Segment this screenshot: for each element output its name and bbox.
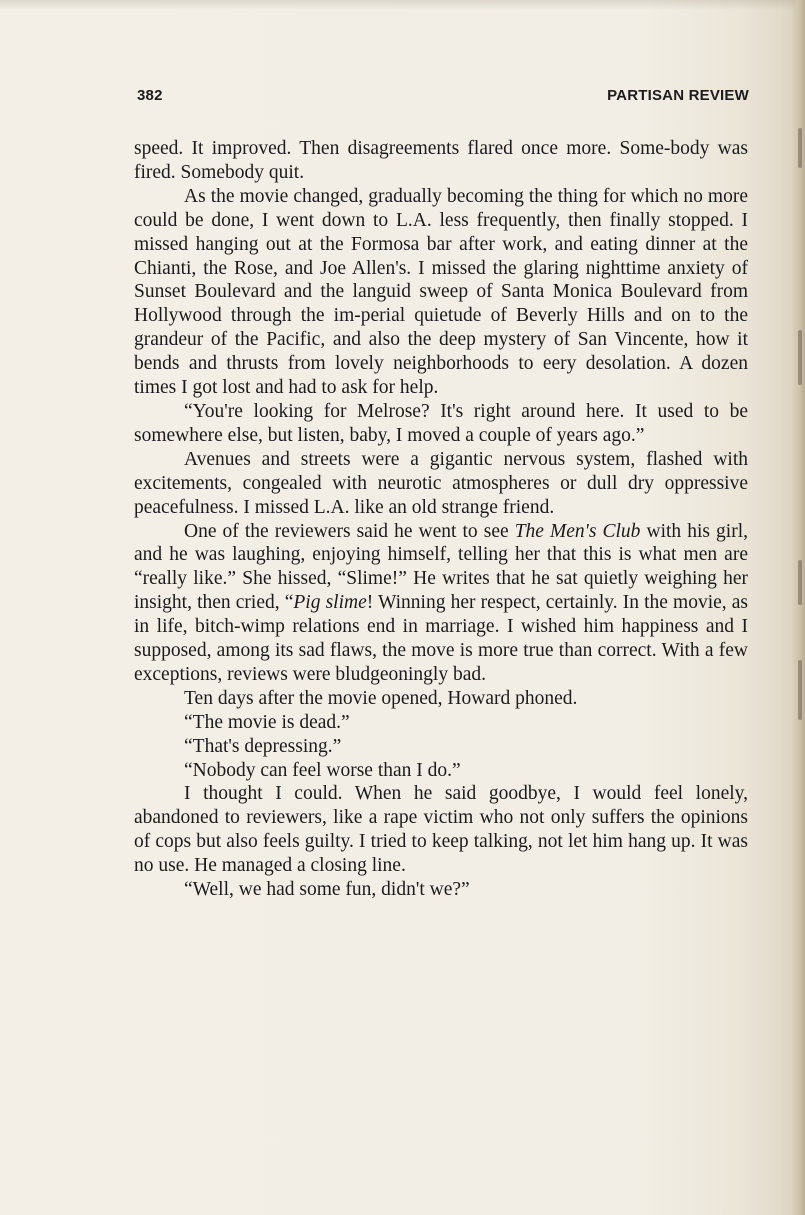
- page-number: 382: [137, 87, 163, 104]
- paragraph: speed. It improved. Then disagreements flared once more. Some-body was fired. Somebody quit.: [134, 138, 748, 183]
- journal-title: PARTISAN REVIEW: [607, 87, 749, 104]
- paragraph: “You're looking for Melrose? It's right around here. It used to be somewhere else, but listen, baby, I moved a couple of years ago.”: [134, 400, 748, 446]
- paragraph-reviewer: [134, 520, 748, 687]
- paragraph-text: ! Winning her respect, certainly. In the movie, as in life, bitch-wimp relations end in marriage. I wished him happiness and I supposed, among its sad flaws, the move is more true than correct. With a few exceptions, reviews were bludgeoningly bad.: [134, 592, 748, 685]
- page-top-shadow: [0, 0, 805, 10]
- edge-mark: [798, 128, 802, 168]
- paragraph-text: One of the reviewers said he went to see: [184, 520, 515, 542]
- edge-mark: [798, 560, 802, 605]
- paragraph: “Nobody can feel worse than I do.”: [184, 759, 461, 781]
- paragraph: “Well, we had some fun, didn't we?”: [184, 879, 470, 901]
- emphasis: Pig slime: [293, 592, 367, 614]
- running-head: [137, 87, 749, 109]
- edge-mark: [798, 660, 802, 720]
- body-text: [134, 137, 748, 902]
- film-title: The Men's Club: [514, 520, 641, 542]
- edge-mark: [798, 330, 802, 385]
- paragraph: “That's depressing.”: [184, 735, 342, 757]
- paragraph: Avenues and streets were a gigantic nervous system, flashed with excitements, congealed with neurotic atmospheres or dull dry oppressive peacefulness. I missed L.A. like an old strange friend.: [134, 448, 748, 518]
- paragraph: I thought I could. When he said goodbye, I would feel lonely, abandoned to reviewers, like a rape victim who not only suffers the opinions of cops but also feels guilty. I tried to keep talking, not let him hang up. It was no use. He managed a closing line.: [134, 783, 748, 877]
- paragraph-text: with his girl, and he was laughing, enjoying himself, telling her that this is what men are “really like.” She hissed, “Slime!” He writes that he sat quietly weighing her insight, then cried, “: [134, 520, 748, 614]
- paragraph: As the movie changed, gradually becoming the thing for which no more could be done, I went down to L.A. less frequently, then finally stopped. I missed hanging out at the Formosa bar after work, and eating dinner at the Chianti, the Rose, and Joe Allen's. I missed the glaring nighttime anxiety of Sunset Boulevard and the languid sweep of Santa Monica Boulevard from Hollywood through the im-perial quietude of Beverly Hills and on to the grandeur of the Pacific, and also the deep mystery of San Vincente, how it bends and thrusts from lovely neighborhoods to eery desolation. A dozen times I got lost and had to ask for help.: [134, 185, 748, 399]
- paragraph: Ten days after the movie opened, Howard phoned.: [184, 687, 578, 709]
- paragraph: “The movie is dead.”: [184, 711, 350, 733]
- page-binding-edge: [791, 0, 805, 1215]
